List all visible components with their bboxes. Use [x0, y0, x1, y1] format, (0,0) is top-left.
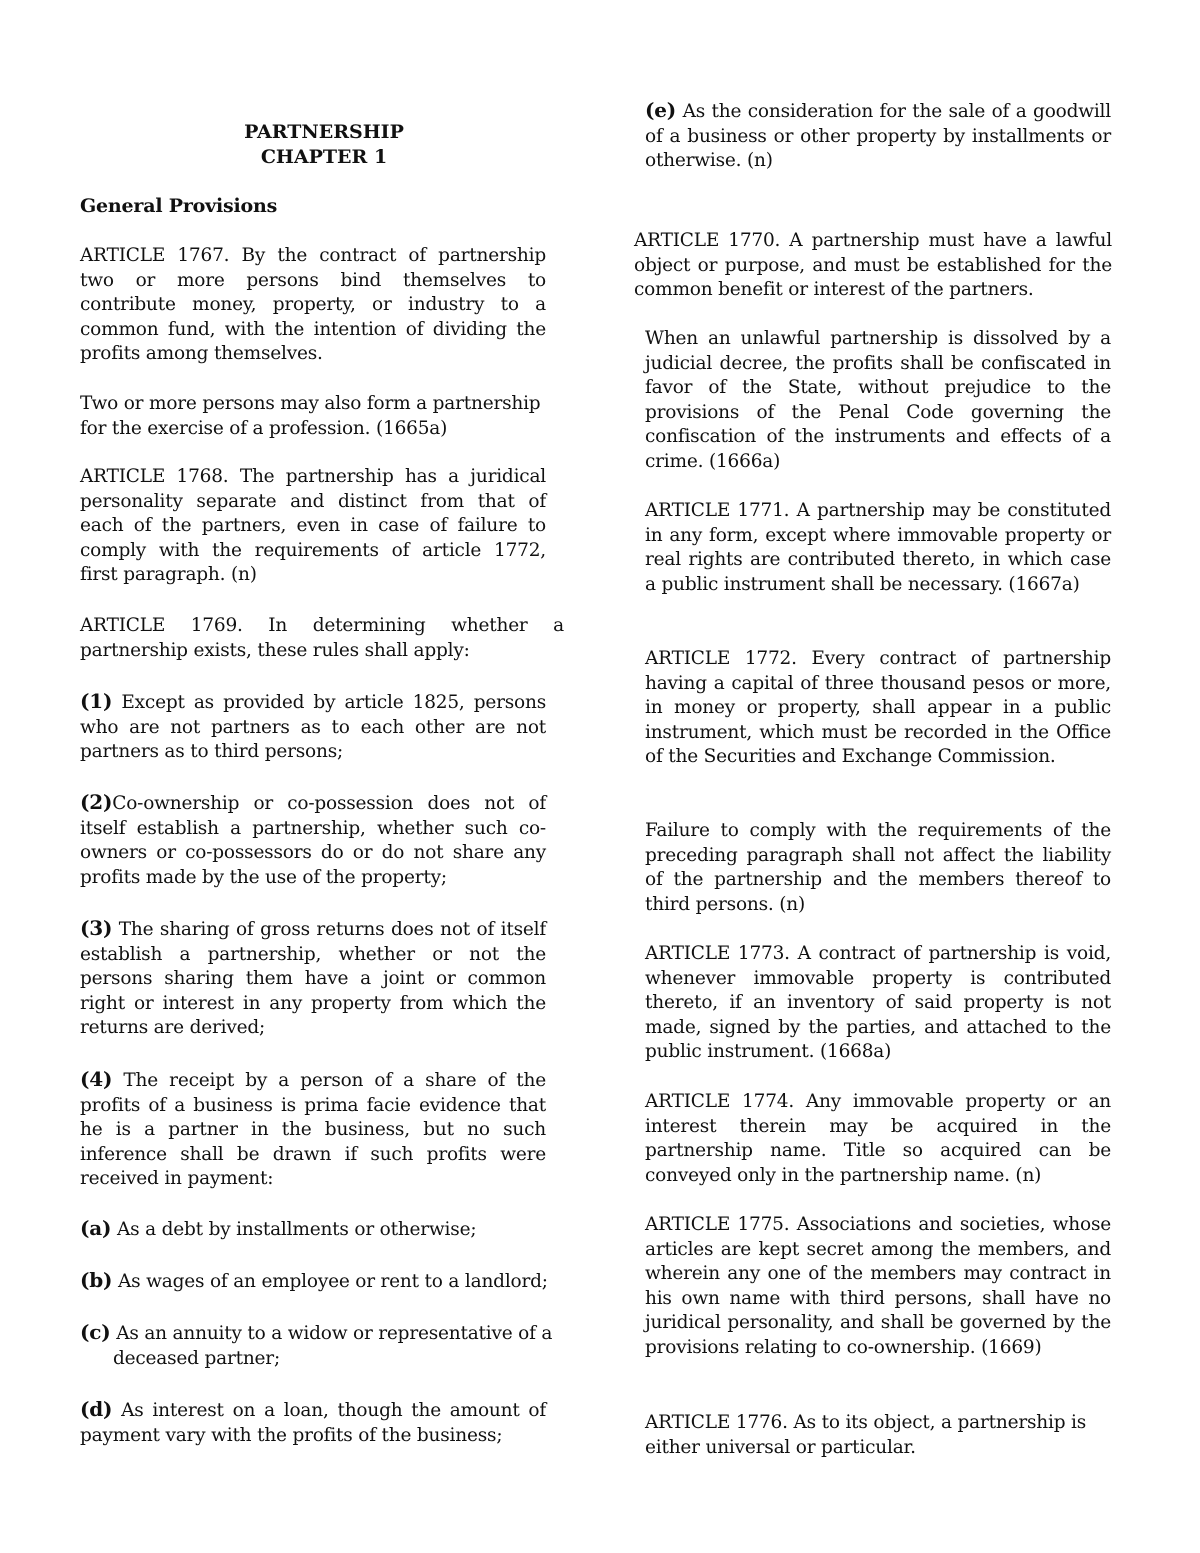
- rule-3: [80, 916, 546, 1041]
- article-1767-paragraph-2: Two or more persons may also form a partnership for the exercise of a profession. (1665a): [80, 393, 541, 439]
- rule-2-text: Co-ownership or co-possession does not of itself establish a partnership, whether such co-owners or co-possessors do or do not share any profits made by the use of the property;: [80, 793, 546, 888]
- item-c: [80, 1320, 570, 1371]
- article-1767-paragraph-1: ARTICLE 1767. By the contract of partnership two or more persons bind themselves to contribute money, property, or industry to a common fund, with the intention of dividing the profits among themselves.: [80, 245, 546, 364]
- article-1770-paragraph-1: ARTICLE 1770. A partnership must have a lawful object or purpose, and must be established for the common benefit or interest of the partners.: [634, 230, 1112, 300]
- item-b-marker: (b): [80, 1268, 113, 1292]
- item-e-marker: (e): [645, 98, 677, 122]
- item-b-text: As wages of an employee or rent to a landlord;: [112, 1271, 548, 1292]
- article-1771: ARTICLE 1771. A partnership may be constituted in any form, except where immovable property or real rights are contributed thereto, in which case a public instrument shall be necessary. (1667a): [645, 500, 1111, 595]
- item-e: [645, 98, 1111, 174]
- item-c-marker: (c): [80, 1320, 111, 1344]
- title-line-1: PARTNERSHIP: [244, 121, 404, 143]
- article-1772-paragraph-1: ARTICLE 1772. Every contract of partnership having a capital of three thousand pesos or more, in money or property, shall appear in a public instrument, which must be recorded in the Office of the Securities and Exchange Commission.: [645, 648, 1111, 767]
- item-a-text: As a debt by installments or otherwise;: [111, 1219, 477, 1240]
- article-1773: ARTICLE 1773. A contract of partnership is void, whenever immovable property is contributed thereto, if an inventory of said property is not made, signed by the parties, and attached to the public instrument. (1668a): [645, 943, 1111, 1062]
- article-1776: ARTICLE 1776. As to its object, a partnership is either universal or particular.: [645, 1412, 1087, 1458]
- article-1768: ARTICLE 1768. The partnership has a juridical personality separate and distinct from that of each of the partners, even in case of failure to comply with the requirements of article 1772, first paragraph. (n): [80, 466, 546, 585]
- rule-2-marker: (2): [80, 790, 113, 814]
- rule-4-text: The receipt by a person of a share of the profits of a business is prima facie evidence that he is a partner in the business, but no such inference shall be drawn if such profits were received in payment:: [80, 1070, 546, 1189]
- title-line-2: CHAPTER 1: [260, 145, 388, 168]
- item-d-text: As interest on a loan, though the amount of payment vary with the profits of the business;: [80, 1400, 546, 1446]
- rule-4: [80, 1067, 546, 1192]
- document-title: [80, 120, 568, 169]
- item-d: [80, 1397, 546, 1448]
- rule-1: [80, 689, 546, 765]
- article-1775: ARTICLE 1775. Associations and societies, whose articles are kept secret among the members, and wherein any one of the members may contract in his own name with third persons, shall have no juridical personality, and shall be governed by the provisions relating to co-ownership. (1669): [645, 1214, 1111, 1358]
- rule-3-text: The sharing of gross returns does not of itself establish a partnership, whether or not the persons sharing them have a joint or common right or interest in any property from which the returns are derived;: [80, 919, 546, 1038]
- item-a: [80, 1216, 570, 1243]
- item-a-marker: (a): [80, 1216, 112, 1240]
- item-c-text: As an annuity to a widow or representative of a deceased partner;: [110, 1323, 553, 1369]
- article-1774: ARTICLE 1774. Any immovable property or an interest therein may be acquired in the partnership name. Title so acquired can be conveyed only in the partnership name. (n): [645, 1091, 1111, 1186]
- section-heading: General Provisions: [80, 195, 278, 217]
- rule-1-marker: (1): [80, 689, 113, 713]
- item-d-marker: (d): [80, 1397, 113, 1421]
- rule-3-marker: (3): [80, 916, 113, 940]
- item-b: [80, 1268, 570, 1295]
- rule-2: [80, 790, 546, 890]
- rule-4-marker: (4): [80, 1067, 113, 1091]
- article-1772-paragraph-2: Failure to comply with the requirements of the preceding paragraph shall not affect the liability of the partnership and the members thereof to third persons. (n): [645, 820, 1111, 915]
- item-e-text: As the consideration for the sale of a goodwill of a business or other property by installments or otherwise. (n): [645, 101, 1111, 171]
- article-1769: ARTICLE 1769. In determining whether a partnership exists, these rules shall apply:: [80, 615, 564, 661]
- article-1770-paragraph-2: When an unlawful partnership is dissolved by a judicial decree, the profits shall be confiscated in favor of the State, without prejudice to the provisions of the Penal Code governing the confiscation of the instruments and effects of a crime. (1666a): [645, 328, 1111, 472]
- rule-1-text: Except as provided by article 1825, persons who are not partners as to each other are not partners as to third persons;: [80, 692, 546, 762]
